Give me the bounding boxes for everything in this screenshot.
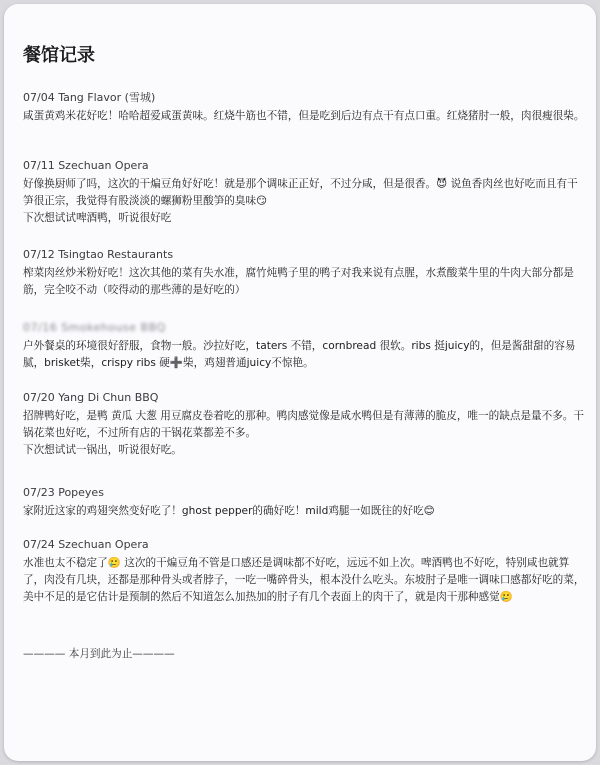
entry-body: 户外餐桌的环境很好舒服，食物一般。沙拉好吃，taters 不错，cornbread 很软。ribs 挺juicy的，但是酱甜甜的容易腻，brisket柴，crispy ribs 硬➕柴，鸡翅普通juicy不惊艳。	[23, 340, 576, 370]
entry-0724	[23, 537, 585, 607]
entry-body: 好像换厨师了吗，这次的干煸豆角好好吃！就是那个调味正正好，不过分咸，但是很香。😈 说鱼香肉丝也好吃而且有干笋很正宗，我觉得有股淡淡的螺狮粉里酸笋的臭味😏 下次想试试啤酒鸭，听说很好吃	[23, 178, 578, 225]
entry-header: 07/24 Szechuan Opera	[23, 538, 149, 551]
note-footer: ———— 本月到此为止————	[23, 648, 175, 660]
entry-body: 招牌鸭好吃，是鸭 黄瓜 大葱 用豆腐皮卷着吃的那种。鸭肉感觉像是咸水鸭但是有薄薄的脆皮，唯一的缺点是量不多。干锅花菜也好吃，不过所有店的干锅花菜都差不多。 下次想试试一锅出，听说很好吃。	[23, 410, 584, 457]
entry-0711	[23, 158, 585, 228]
entry-0704	[23, 90, 585, 125]
entry-0723	[23, 485, 585, 520]
entry-0720	[23, 390, 585, 460]
note-title: 餐馆记录	[23, 45, 95, 66]
note-page	[4, 4, 596, 761]
entry-body: 榨菜肉丝炒米粉好吃！这次其他的菜有失水准，腐竹炖鸭子里的鸭子对我来说有点腥，水煮酸菜牛里的牛肉大部分都是筋，完全咬不动（咬得动的那些薄的是好吃的）	[23, 267, 574, 297]
entry-0712	[23, 247, 585, 299]
entry-header: 07/04 Tang Flavor (雪城)	[23, 91, 156, 104]
entry-body: 咸蛋黄鸡米花好吃！哈哈超爱咸蛋黄味。红烧牛筋也不错，但是吃到后边有点干有点口重。红烧猪肘一般，肉很瘦很柴。	[23, 110, 585, 122]
entry-header: 07/23 Popeyes	[23, 486, 104, 499]
entry-body: 水准也太不稳定了🥲 这次的干煸豆角不管是口感还是调味都不好吃，远远不如上次。啤酒鸭也不好吃，特别咸也就算了，肉没有几块，还都是那种骨头或者脖子，一吃一嘴碎骨头，根本没什么吃头。东坡肘子是唯一调味口感都好吃的菜，美中不足的是它估计是预制的然后不知道怎么加热加的肘子有几个表面上的肉干了，就是肉干那种感觉🥲	[23, 557, 585, 604]
entry-body: 家附近这家的鸡翅突然变好吃了！ghost pepper的确好吃！mild鸡腿一如既往的好吃😊	[23, 505, 435, 517]
entry-header-blurred: 07/16 Smokehouse BBQ	[23, 321, 166, 334]
entry-header: 07/12 Tsingtao Restaurants	[23, 248, 174, 261]
entry-header: 07/20 Yang Di Chun BBQ	[23, 391, 159, 404]
entry-0716	[23, 320, 585, 372]
entry-header: 07/11 Szechuan Opera	[23, 159, 149, 172]
